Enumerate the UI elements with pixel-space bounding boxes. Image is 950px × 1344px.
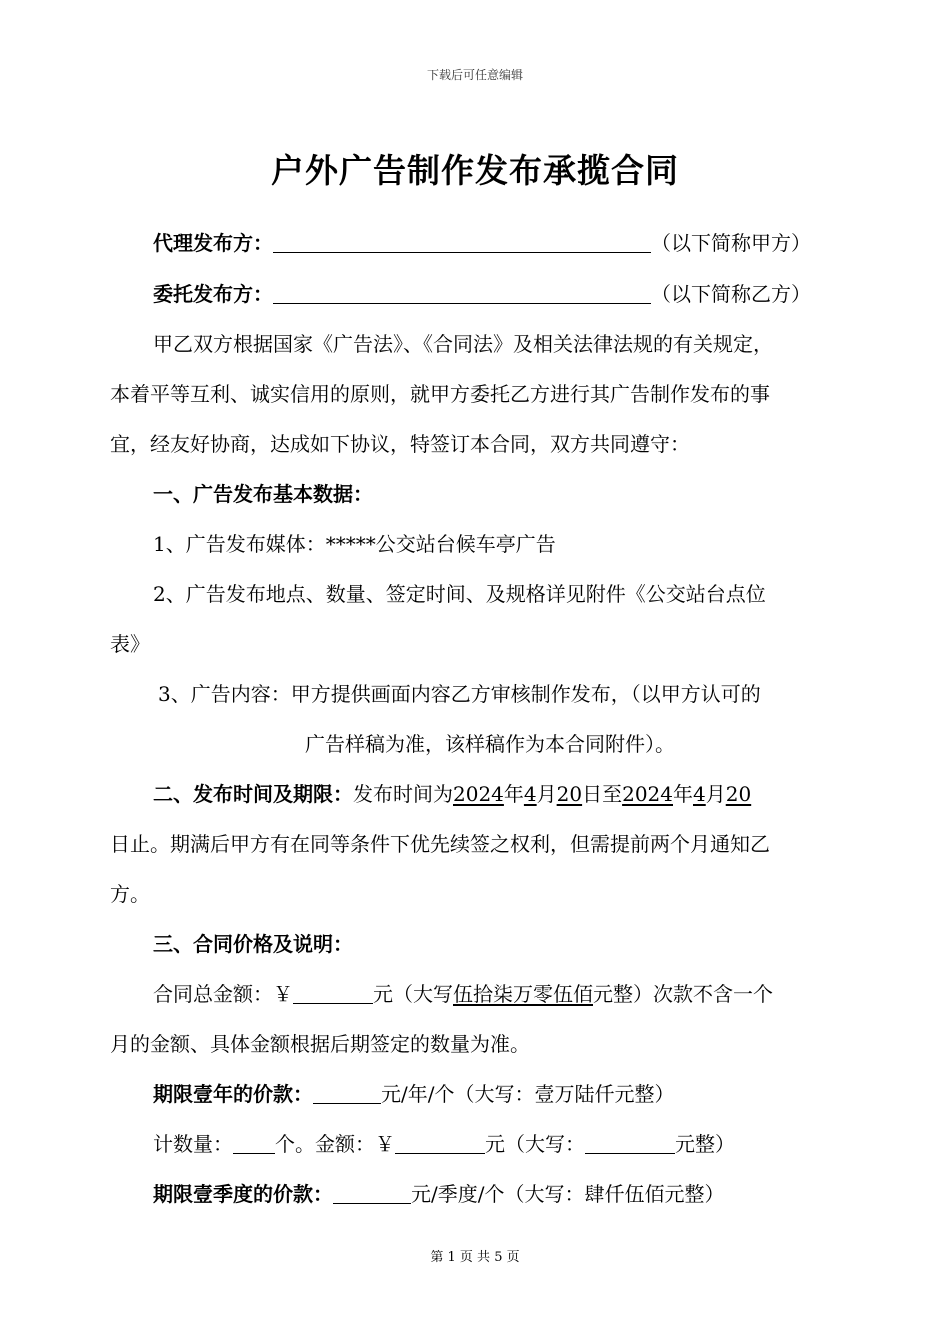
quarter-price-field[interactable] [333,1183,411,1204]
section2-line2: 日止。期满后甲方有在同等条件下优先续签之权利，但需提前两个月通知乙 [110,832,770,856]
section1-heading: 一、广告发布基本数据： [153,482,373,506]
party-b-name-field[interactable] [273,283,651,304]
month-char: 月 [536,782,557,806]
year-char-2: 年 [673,782,693,806]
section2-line1 [153,781,845,807]
count-line [153,1131,845,1157]
section2-heading: 二、发布时间及期限： [153,782,353,806]
section2-text: 发布时间为 [353,782,453,806]
intro-line-2: 本着平等互利、诚实信用的原则，就甲方委托乙方进行其广告制作发布的事 [110,382,770,406]
page-footer: 第 1 页 共 5 页 [430,1250,520,1265]
quarter-label: 期限壹季度的价款： [153,1182,333,1206]
end-month[interactable]: 4 [693,782,706,806]
section3-heading: 三、合同价格及说明： [153,932,353,956]
total-uppercase: 伍拾柒万零伍佰 [453,982,593,1006]
header-note: 下载后可任意编辑 [426,68,523,82]
section1-item3-line2: 广告样稿为准，该样稿作为本合同附件）。 [305,732,675,756]
end-day[interactable]: 20 [725,782,752,806]
party-b-label: 委托发布方： [153,282,273,306]
start-month[interactable]: 4 [523,782,537,806]
end-year[interactable]: 2024 [622,782,673,806]
count-mid2: 元（大写： [485,1132,585,1156]
count-field[interactable] [233,1133,275,1154]
quarter-price-line [153,1181,845,1207]
annual-price-line [153,1081,845,1107]
month-char-2: 月 [705,782,726,806]
annual-unit: 元/年/个（大写：壹万陆仟元整） [381,1082,675,1106]
intro-line-1: 甲乙双方根据国家《广告法》、《合同法》及相关法律法规的有关规定， [153,332,773,356]
section2-line3: 方。 [110,882,150,906]
section1-item2-line2: 表》 [110,632,150,656]
section1-item3-line1: 3、广告内容：甲方提供画面内容乙方审核制作发布，（以甲方认可的 [158,682,761,706]
total-label: 合同总金额：￥ [153,982,293,1006]
quarter-unit: 元/季度/个（大写：肆仟伍佰元整） [411,1182,725,1206]
start-day[interactable]: 20 [556,782,583,806]
document-title: 户外广告制作发布承揽合同 [271,151,679,190]
annual-label: 期限壹年的价款： [153,1082,313,1106]
party-a-suffix: （以下简称甲方） [651,231,811,255]
party-a-name-field[interactable] [273,232,651,253]
party-b-suffix: （以下简称乙方） [651,282,811,306]
party-a-label: 代理发布方： [153,231,273,255]
total-amount-field[interactable] [293,983,373,1004]
year-char: 年 [503,782,524,806]
total-amount-line [153,981,845,1007]
total-end: 元整）次款不含一个 [593,982,773,1006]
start-year[interactable]: 2024 [453,782,504,806]
annual-price-field[interactable] [313,1083,381,1104]
total-mid: 元（大写 [373,982,453,1006]
party-b-line [153,281,845,307]
intro-line-3: 宜，经友好协商，达成如下协议，特签订本合同，双方共同遵守： [110,432,690,456]
count-mid: 个。金额：￥ [275,1132,395,1156]
count-uppercase-field[interactable] [585,1133,675,1154]
day-to-text: 日至 [582,782,623,806]
count-end: 元整） [675,1132,735,1156]
party-a-line [153,230,845,256]
total-amount-line2: 月的金额、具体金额根据后期签定的数量为准。 [110,1032,530,1056]
section1-item2-line1: 2、广告发布地点、数量、签定时间、及规格详见附件《公交站台点位 [153,582,766,606]
count-amount-field[interactable] [395,1133,485,1154]
count-label: 计数量： [153,1132,233,1156]
section1-item1: 1、广告发布媒体：*****公交站台候车亭广告 [153,532,556,556]
